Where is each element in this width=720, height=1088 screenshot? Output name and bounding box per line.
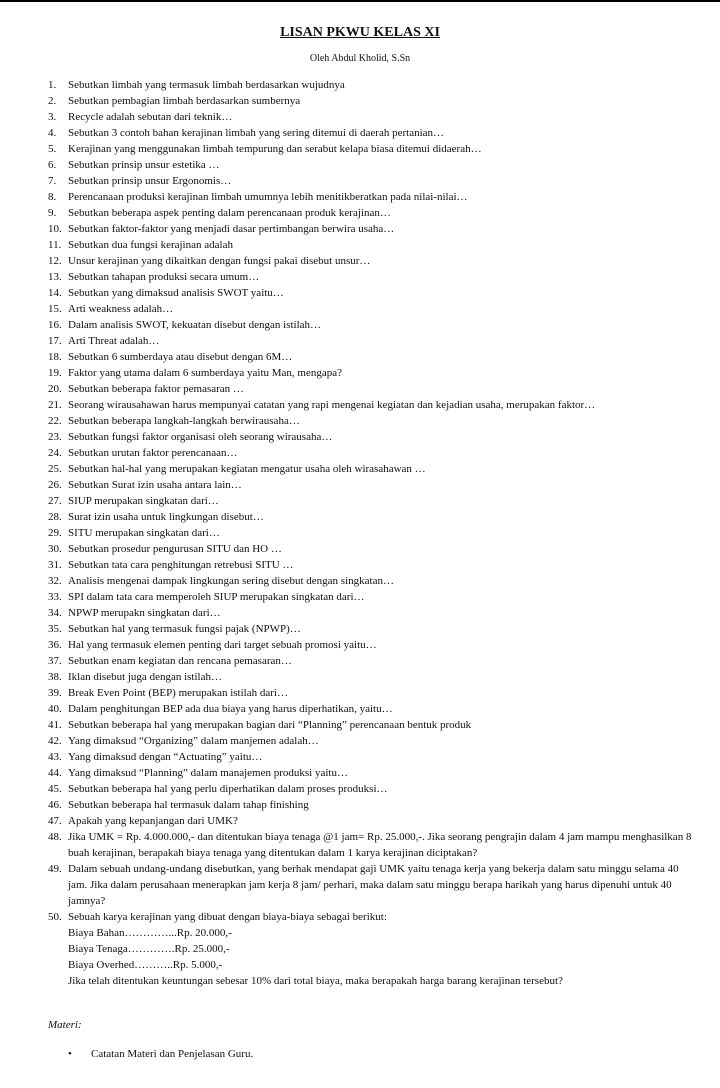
question-number: 5. [48, 143, 57, 155]
question-text: NPWP merupakn singkatan dari… [68, 607, 221, 619]
question-number: 26. [48, 479, 62, 491]
materi-item-text: Catatan Materi dan Penjelasan Guru. [91, 1048, 254, 1060]
question-number: 41. [48, 719, 62, 731]
question-item [0, 93, 720, 109]
question-number: 10. [48, 223, 62, 235]
question-item [0, 829, 720, 861]
question-text: Yang dimaksud dengan “Actuating” yaitu… [68, 751, 263, 763]
question-text: Sebutkan hal yang termasuk fungsi pajak (NPWP)… [68, 623, 301, 635]
question-item [0, 333, 720, 349]
question-item [0, 413, 720, 429]
question-text: Sebutkan yang dimaksud analisis SWOT yaitu… [68, 287, 284, 299]
question-number: 42. [48, 735, 62, 747]
question-item [0, 125, 720, 141]
question-item [0, 909, 720, 989]
question-text: Sebutkan limbah yang termasuk limbah berdasarkan wujudnya [68, 79, 345, 91]
question-text: SIUP merupakan singkatan dari… [68, 495, 219, 507]
question-text: SPI dalam tata cara memperoleh SIUP merupakan singkatan dari… [68, 591, 365, 603]
question-text: Dalam sebuah undang-undang disebutkan, yang berhak mendapat gaji UMK yaitu tenaga kerja yang bekerja dalam satu minggu selama 40 jam. Jika dalam perusahaan menerapkan jam kerja 8 jam/ perhari, maka dalam satu minggu berapa harikah yang harus dipenuhi untuk 40 jamnya? [68, 863, 679, 907]
question-number: 50. [48, 911, 62, 923]
question-item [0, 301, 720, 317]
question-list [0, 77, 720, 989]
question-item [0, 237, 720, 253]
question-item [0, 477, 720, 493]
question-item [0, 573, 720, 589]
question-item [0, 365, 720, 381]
question-number: 2. [48, 95, 57, 107]
question-text: Sebutkan beberapa langkah-langkah berwirausaha… [68, 415, 300, 427]
question-text: Sebutkan enam kegiatan dan rencana pemasaran… [68, 655, 292, 667]
top-border-line [0, 0, 720, 2]
question-item [0, 637, 720, 653]
materi-label: Materi: [48, 1019, 82, 1031]
question-number: 13. [48, 271, 62, 283]
question-text: Yang dimaksud “Organizing” dalam manjemen adalah… [68, 735, 319, 747]
question-item [0, 109, 720, 125]
question-text: Surat izin usaha untuk lingkungan disebut… [68, 511, 264, 523]
question-item [0, 269, 720, 285]
question-number: 22. [48, 415, 62, 427]
question-item [0, 701, 720, 717]
question-text: Sebutkan faktor-faktor yang menjadi dasar pertimbangan berwira usaha… [68, 223, 395, 235]
question-item [0, 557, 720, 573]
question-text: Break Even Point (BEP) merupakan istilah dari… [68, 687, 288, 699]
question-item [0, 493, 720, 509]
document-author: Oleh Abdul Kholid, S.Sn [309, 53, 411, 64]
question-number: 18. [48, 351, 62, 363]
question-text: Yang dimaksud “Planning” dalam manajemen produksi yaitu… [68, 767, 348, 779]
question-text: Sebutkan pembagian limbah berdasarkan sumbernya [68, 95, 301, 107]
question-number: 4. [48, 127, 57, 139]
question-text: Jika UMK = Rp. 4.000.000,- dan ditentukan biaya tenaga @1 jam= Rp. 25.000,-. Jika seorang pengrajin dalam 4 jam mampu menghasilkan 8 buah kerajinan, berapakah biaya tenaga yang ditentukan dalam 1 karya kerajinan diciptakan? [68, 831, 692, 859]
question-number: 6. [48, 159, 57, 171]
bullet-icon: • [68, 1048, 72, 1060]
question-item [0, 461, 720, 477]
question-number: 24. [48, 447, 62, 459]
question-closing: Jika telah ditentukan keuntungan sebesar 10% dari total biaya, maka berapakah harga barang kerajinan tersebut? [68, 975, 563, 987]
question-item [0, 525, 720, 541]
cost-line-overhed: Biaya Overhed………..Rp. 5.000,- [68, 959, 223, 971]
question-number: 32. [48, 575, 62, 587]
question-item [0, 733, 720, 749]
question-text: Sebutkan 3 contoh bahan kerajinan limbah yang sering ditemui di daerah pertanian… [68, 127, 445, 139]
question-item [0, 173, 720, 189]
question-number: 38. [48, 671, 62, 683]
cost-line-bahan: Biaya Bahan…………...Rp. 20.000,- [68, 927, 232, 939]
question-item [0, 77, 720, 93]
question-text: Sebutkan urutan faktor perencanaan… [68, 447, 238, 459]
question-text: Sebutkan beberapa faktor pemasaran … [68, 383, 244, 395]
question-number: 28. [48, 511, 62, 523]
question-item [0, 541, 720, 557]
question-item [0, 621, 720, 637]
question-text: Dalam analisis SWOT, kekuatan disebut dengan istilah… [68, 319, 322, 331]
question-number: 45. [48, 783, 62, 795]
question-text: Sebutkan beberapa hal yang perlu diperhatikan dalam proses produksi… [68, 783, 388, 795]
question-text: Sebutkan prinsip unsur Ergonomis… [68, 175, 232, 187]
question-number: 31. [48, 559, 62, 571]
question-number: 14. [48, 287, 62, 299]
question-item [0, 797, 720, 813]
question-number: 47. [48, 815, 62, 827]
question-text: Apakah yang kepanjangan dari UMK? [68, 815, 238, 827]
question-number: 3. [48, 111, 57, 123]
question-number: 30. [48, 543, 62, 555]
question-item [0, 653, 720, 669]
question-text: Iklan disebut juga dengan istilah… [68, 671, 222, 683]
question-number: 8. [48, 191, 57, 203]
question-number: 29. [48, 527, 62, 539]
question-text: Sebutkan beberapa aspek penting dalam perencanaan produk kerajinan… [68, 207, 391, 219]
question-number: 37. [48, 655, 62, 667]
question-number: 19. [48, 367, 62, 379]
question-item [0, 685, 720, 701]
question-text: SITU merupakan singkatan dari… [68, 527, 220, 539]
question-text: Analisis mengenai dampak lingkungan sering disebut dengan singkatan… [68, 575, 394, 587]
question-text: Sebutkan tata cara penghitungan retrebusi SITU … [68, 559, 294, 571]
question-text: Recycle adalah sebutan dari teknik… [68, 111, 233, 123]
question-number: 15. [48, 303, 62, 315]
question-number: 11. [48, 239, 62, 251]
question-number: 21. [48, 399, 62, 411]
question-text: Dalam penghitungan BEP ada dua biaya yang harus diperhatikan, yaitu… [68, 703, 393, 715]
question-item [0, 509, 720, 525]
question-number: 25. [48, 463, 62, 475]
question-number: 49. [48, 863, 62, 875]
question-number: 20. [48, 383, 62, 395]
document-title: LISAN PKWU KELAS XI [280, 25, 440, 40]
question-number: 33. [48, 591, 62, 603]
question-item [0, 605, 720, 621]
question-number: 7. [48, 175, 57, 187]
question-item [0, 205, 720, 221]
question-item [0, 781, 720, 797]
question-number: 40. [48, 703, 62, 715]
question-number: 12. [48, 255, 62, 267]
question-item [0, 861, 720, 909]
question-text: Hal yang termasuk elemen penting dari target sebuah promosi yaitu… [68, 639, 377, 651]
question-number: 48. [48, 831, 62, 843]
question-text: Arti Threat adalah… [68, 335, 160, 347]
question-item [0, 349, 720, 365]
question-number: 35. [48, 623, 62, 635]
question-item [0, 141, 720, 157]
question-text: Sebutkan beberapa hal termasuk dalam tahap finishing [68, 799, 309, 811]
question-number: 16. [48, 319, 62, 331]
question-number: 44. [48, 767, 62, 779]
question-item [0, 589, 720, 605]
question-number: 36. [48, 639, 62, 651]
question-text: Sebutkan 6 sumberdaya atau disebut dengan 6M… [68, 351, 293, 363]
question-number: 23. [48, 431, 62, 443]
question-number: 9. [48, 207, 57, 219]
question-text: Unsur kerajinan yang dikaitkan dengan fungsi pakai disebut unsur… [68, 255, 371, 267]
question-text: Kerajinan yang menggunakan limbah tempurung dan serabut kelapa biasa ditemui didaerah… [68, 143, 482, 155]
cost-line-tenaga: Biaya Tenaga………….Rp. 25.000,- [68, 943, 230, 955]
question-item [0, 429, 720, 445]
question-item [0, 285, 720, 301]
question-text: Sebutkan tahapan produksi secara umum… [68, 271, 260, 283]
question-text: Sebuah karya kerajinan yang dibuat dengan biaya-biaya sebagai berikut: [68, 911, 387, 923]
question-text: Sebutkan prosedur pengurusan SITU dan HO … [68, 543, 282, 555]
question-number: 27. [48, 495, 62, 507]
question-text: Seorang wirausahawan harus mempunyai catatan yang rapi mengenai kegiatan dan kejadian usaha, merupakan faktor… [68, 399, 596, 411]
question-item [0, 157, 720, 173]
question-text: Arti weakness adalah… [68, 303, 174, 315]
question-number: 46. [48, 799, 62, 811]
question-number: 34. [48, 607, 62, 619]
question-number: 39. [48, 687, 62, 699]
question-item [0, 749, 720, 765]
question-text: Perencanaan produksi kerajinan limbah umumnya lebih menitikberatkan pada nilai-nilai… [68, 191, 468, 203]
question-number: 43. [48, 751, 62, 763]
question-text: Sebutkan Surat izin usaha antara lain… [68, 479, 242, 491]
question-item [0, 189, 720, 205]
question-text: Sebutkan dua fungsi kerajinan adalah [68, 239, 233, 251]
question-number: 17. [48, 335, 62, 347]
question-item [0, 381, 720, 397]
question-item [0, 765, 720, 781]
question-item [0, 397, 720, 413]
question-item [0, 813, 720, 829]
question-item [0, 221, 720, 237]
question-text: Sebutkan prinsip unsur estetika … [68, 159, 220, 171]
question-item [0, 317, 720, 333]
question-number: 1. [48, 79, 57, 91]
question-item [0, 669, 720, 685]
question-text: Sebutkan fungsi faktor organisasi oleh seorang wirausaha… [68, 431, 333, 443]
question-item [0, 717, 720, 733]
question-item [0, 445, 720, 461]
question-text: Sebutkan beberapa hal yang merupakan bagian dari “Planning” perencanaan bentuk produk [68, 719, 472, 731]
question-text: Faktor yang utama dalam 6 sumberdaya yaitu Man, mengapa? [68, 367, 342, 379]
question-item [0, 253, 720, 269]
question-text: Sebutkan hal-hal yang merupakan kegiatan mengatur usaha oleh wirasahawan … [68, 463, 426, 475]
